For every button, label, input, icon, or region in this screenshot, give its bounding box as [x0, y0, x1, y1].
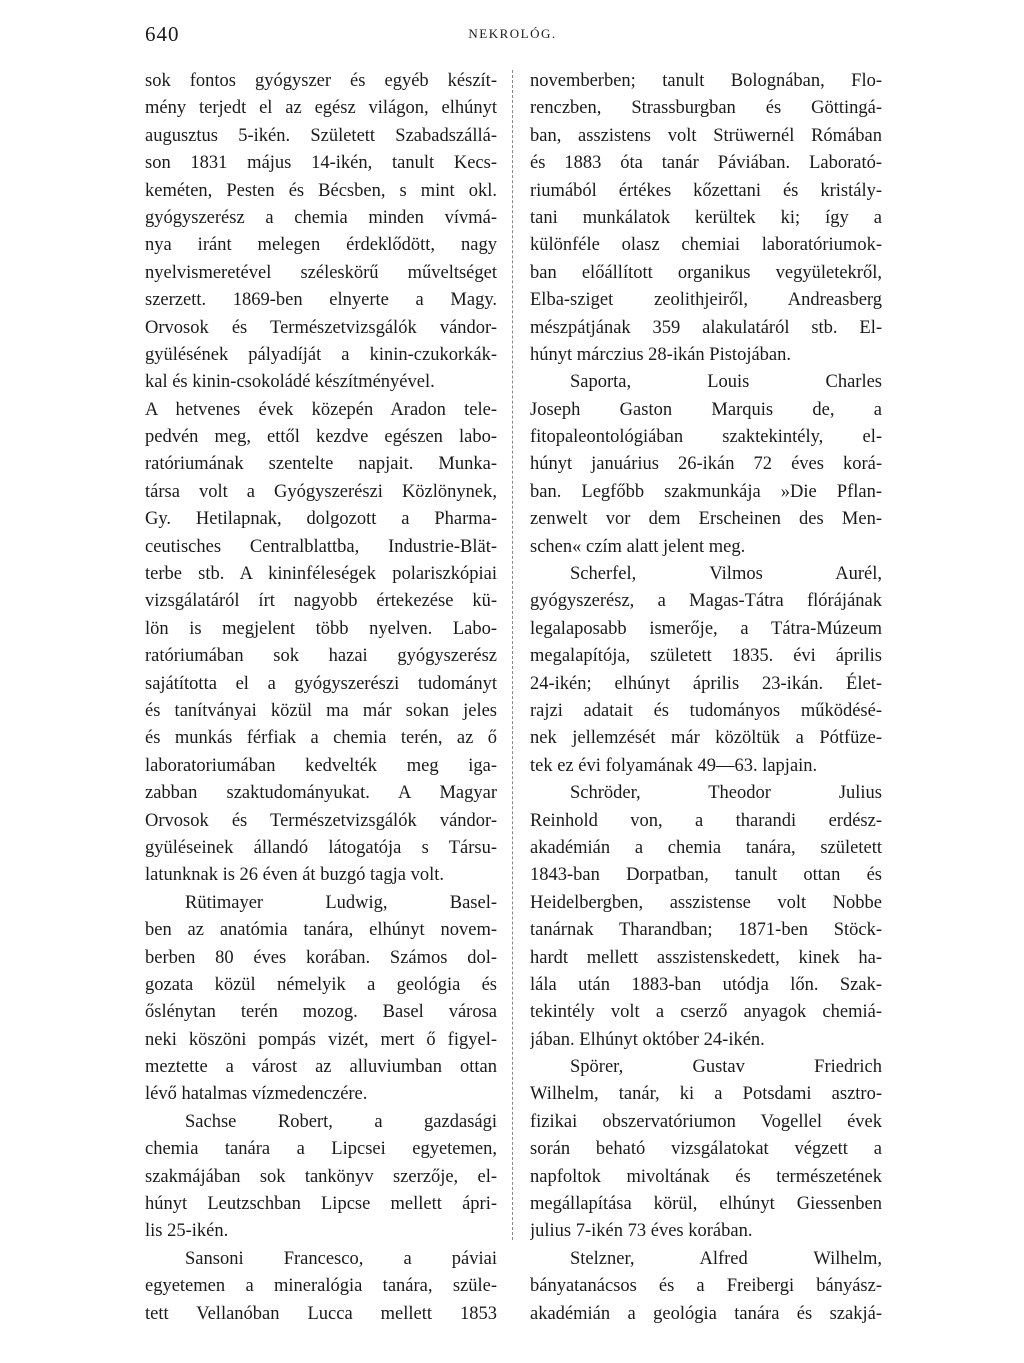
text-line: húnyt Leutzschban Lipcse mellett ápri-: [145, 1194, 497, 1215]
text-line: akadémián a chemia tanára, született: [530, 837, 882, 858]
text-line: szakmájában sok tankönyv szerzője, el-: [145, 1166, 497, 1187]
text-line: berben 80 éves korában. Számos dol-: [145, 947, 497, 968]
text-line: ban előállított organikus vegyületekről,: [530, 262, 882, 283]
text-line: tekintély volt a cserző anyagok chemiá-: [530, 1002, 882, 1023]
text-line: megállapítása körül, elhúnyt Giessenben: [530, 1194, 882, 1215]
text-line: laboratoriumában kedvelték meg iga-: [145, 755, 497, 776]
text-line: szerzett. 1869-ben elnyerte a Magy.: [145, 290, 497, 311]
text-line: ban, asszistens volt Strüwernél Rómában: [530, 125, 882, 146]
text-line: tek ez évi folyamának 49—63. lapjain.: [530, 755, 818, 776]
text-line: Sachse Robert, a gazdasági: [185, 1111, 497, 1132]
text-line: nya iránt melegen érdeklődött, nagy: [145, 235, 497, 256]
text-line: augusztus 5-ikén. Született Szabadszállá-: [145, 125, 497, 146]
text-line: Stelzner, Alfred Wilhelm,: [570, 1248, 882, 1269]
text-line: Schröder, Theodor Julius: [570, 783, 882, 804]
text-line: ratóriumában sok hazai gyógyszerész: [145, 646, 497, 667]
text-line: bányatanácsos és a Freibergi bányász-: [530, 1276, 882, 1297]
text-line: riumából értékes kőzettani és kristály-: [530, 180, 882, 201]
text-line: mészpátjának 359 alakulatáról stb. El-: [530, 317, 882, 338]
text-line: különféle olasz chemiai laboratóriumok-: [530, 235, 882, 256]
text-line: 24-ikén; elhúnyt április 23-ikán. Élet-: [530, 673, 882, 694]
right-column: [530, 68, 882, 1328]
text-line: fizikai obszervatóriumon Vogellel évek: [530, 1111, 882, 1132]
text-line: meztette a várost az alluviumban ottan: [145, 1057, 497, 1078]
text-line: keméten, Pesten és Bécsben, s mint okl.: [145, 180, 497, 201]
text-line: húnyt januárius 26-ikán 72 éves korá-: [530, 454, 882, 475]
text-line: Spörer, Gustav Friedrich: [570, 1057, 882, 1078]
text-line: 1843-ban Dorpatban, tanult ottan és: [530, 865, 882, 886]
text-line: fitopaleontológiában szaktekintély, el-: [530, 427, 882, 448]
text-line: zabban szaktudományukat. A Magyar: [145, 783, 497, 804]
text-line: chemia tanára a Lipcsei egyetemen,: [145, 1139, 497, 1160]
text-line: sok fontos gyógyszer és egyéb készít-: [145, 71, 497, 91]
text-line: terbe stb. A kininféleségek polariszkópiai: [145, 564, 497, 585]
text-line: neki köszöni pompás vizét, mert ő figyel-: [145, 1029, 497, 1050]
text-line: tanárnak Tharandban; 1871-ben Stöck-: [530, 920, 882, 941]
page-header: [145, 22, 880, 48]
text-line: ratóriumának szentelte napjait. Munka-: [145, 454, 497, 475]
text-line: schen« czím alatt jelent meg.: [530, 536, 746, 557]
text-line: őslénytan terén mozog. Basel városa: [145, 1002, 497, 1023]
text-line: legalaposabb ismerője, a Tátra-Múzeum: [530, 618, 882, 639]
text-line: és tanítványai közül ma már sokan jeles: [145, 700, 497, 721]
text-line: Orvosok és Természetvizsgálók vándor-: [145, 317, 497, 338]
text-line: pedvén meg, ettől kezdve egészen labo-: [145, 427, 497, 448]
text-line: zenwelt vor dem Erscheinen des Men-: [530, 509, 882, 530]
column-divider: [512, 70, 513, 1240]
text-line: Orvosok és Természetvizsgálók vándor-: [145, 810, 497, 831]
text-line: A hetvenes évek közepén Aradon tele-: [145, 399, 497, 420]
text-line: nek jellemzését már közöltük a Pótfüze-: [530, 728, 882, 749]
text-line: Reinhold von, a tharandi erdész-: [530, 810, 882, 831]
text-line: rajzi adatait és tudományos működésé-: [530, 700, 882, 721]
text-line: renczben, Strassburgban és Göttingá-: [530, 98, 882, 119]
text-line: gyógyszerész, a Magas-Tátra flórájának: [530, 591, 882, 612]
text-line: latunknak is 26 éven át buzgó tagja volt.: [145, 865, 445, 886]
text-line: Scherfel, Vilmos Aurél,: [570, 564, 882, 585]
text-line: julius 7-ikén 73 éves korában.: [530, 1221, 753, 1242]
page-number: 640: [145, 22, 180, 46]
text-line: során beható vizsgálatokat végzett a: [530, 1139, 882, 1160]
text-line: megalapítója, született 1835. évi április: [530, 646, 882, 667]
text-line: kal és kinin-csokoládé készítményével.: [145, 372, 435, 393]
text-line: son 1831 május 14-ikén, tanult Kecs-: [145, 153, 497, 174]
left-column: [145, 68, 497, 1328]
text-line: gyülésének pályadíját a kinin-czukorkák-: [145, 344, 497, 365]
text-line: gyüléseinek állandó látogatója s Társu-: [145, 837, 497, 858]
text-line: Rütimayer Ludwig, Basel-: [185, 892, 497, 913]
text-line: társa volt a Gyógyszerészi Közlönynek,: [145, 481, 497, 502]
text-line: Elba-sziget zeolithjeiről, Andreasberg: [530, 290, 882, 311]
text-line: jában. Elhúnyt október 24-ikén.: [530, 1029, 765, 1050]
text-line: húnyt márczius 28-ikán Pistojában.: [530, 344, 792, 365]
text-line: tett Vellanóban Lucca mellett 1853: [145, 1303, 497, 1324]
text-line: Saporta, Louis Charles: [570, 372, 882, 393]
text-line: tani munkálatok kerültek ki; így a: [530, 207, 882, 228]
text-line: mény terjedt el az egész világon, elhúnyt: [145, 98, 497, 119]
text-line: Heidelbergben, asszistense volt Nobbe: [530, 892, 882, 913]
text-line: lis 25-ikén.: [145, 1221, 229, 1242]
text-line: egyetemen a mineralógia tanára, szüle-: [145, 1276, 497, 1297]
text-line: ceutisches Centralblattba, Industrie-Blät-: [145, 536, 497, 557]
text-line: lévő hatalmas vízmedenczére.: [145, 1084, 368, 1105]
text-line: lön is megjelent több nyelven. Labo-: [145, 618, 497, 639]
text-line: ban. Legfőbb szakmunkája »Die Pflan-: [530, 481, 882, 502]
text-line: Gy. Hetilapnak, dolgozott a Pharma-: [145, 509, 497, 530]
text-line: és 1883 óta tanár Páviában. Laborató-: [530, 153, 882, 174]
text-line: Sansoni Francesco, a páviai: [185, 1248, 497, 1269]
text-line: ben az anatómia tanára, elhúnyt novem-: [145, 920, 497, 941]
text-line: gozata közül némelyik a geológia és: [145, 974, 497, 995]
text-line: gyógyszerész a chemia minden vívmá-: [145, 207, 497, 228]
text-line: lála után 1883-ban utódja lőn. Szak-: [530, 974, 882, 995]
text-line: hardt mellett asszistenskedett, kinek ha-: [530, 947, 882, 968]
text-line: és munkás férfiak a chemia terén, az ő: [145, 728, 497, 749]
text-line: akadémián a geológia tanára és szakjá-: [530, 1303, 882, 1324]
text-line: vizsgálatáról írt nagyobb értekezése kü-: [145, 591, 497, 612]
running-head: NEKROLÓG.: [468, 26, 557, 41]
text-line: sajátította el a gyógyszerészi tudományt: [145, 673, 497, 694]
text-line: napfoltok mivoltának és természetének: [530, 1166, 882, 1187]
text-line: nyelvismeretével széleskörű műveltséget: [145, 262, 497, 283]
text-line: novemberben; tanult Bolognában, Flo-: [530, 71, 882, 91]
text-line: Joseph Gaston Marquis de, a: [530, 399, 882, 420]
text-line: Wilhelm, tanár, ki a Potsdami asztro-: [530, 1084, 882, 1105]
